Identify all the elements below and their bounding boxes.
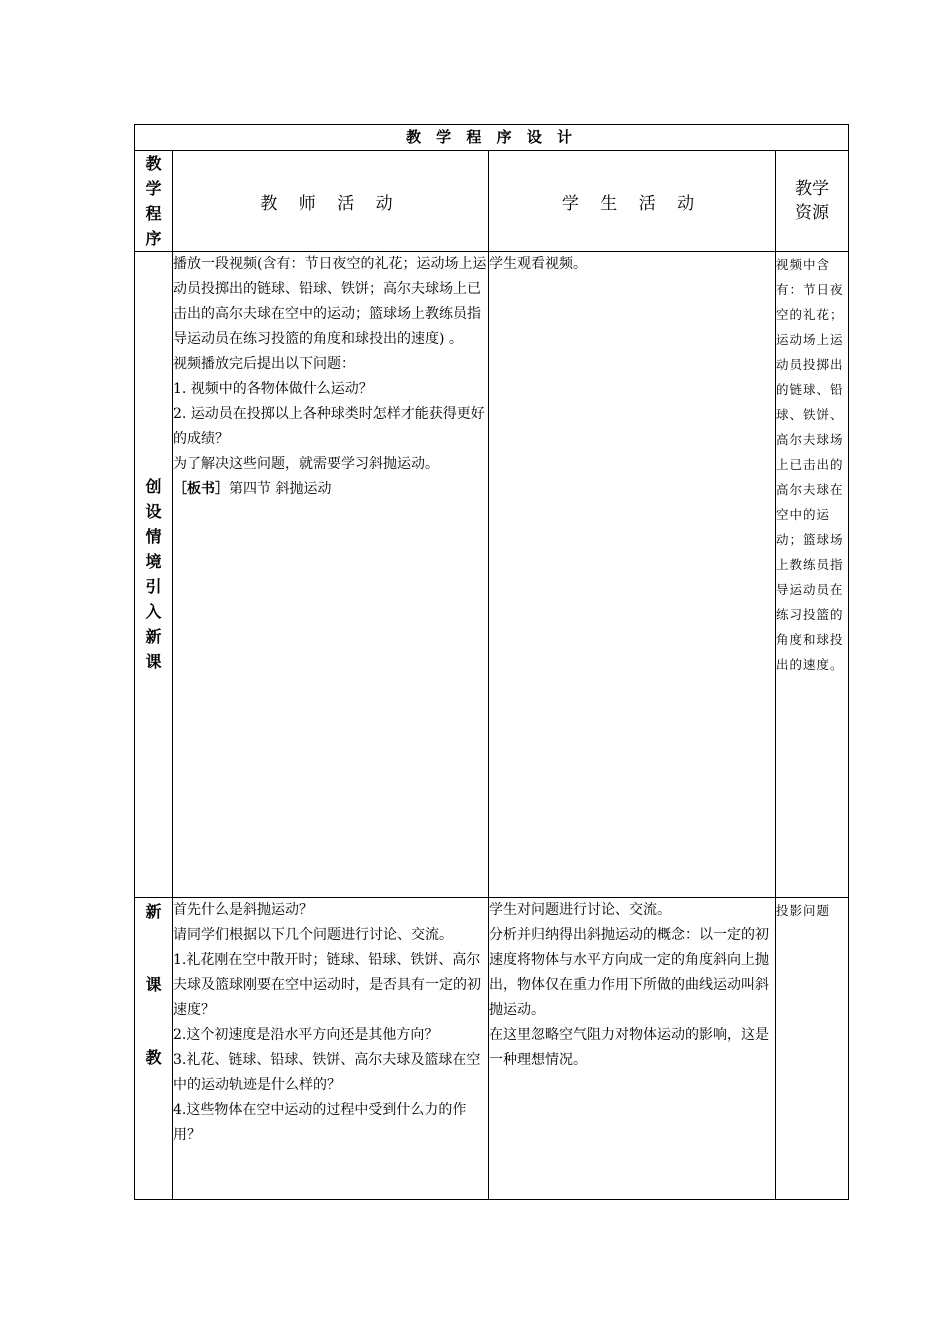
student-paragraph: 学生对问题进行讨论、交流。 — [489, 902, 671, 918]
program-stage-intro: 创 设 情 境 引 入 新 课 — [135, 252, 173, 898]
teacher-paragraph: 请同学们根据以下几个问题进行讨论、交流。 — [173, 927, 453, 943]
student-activity-cell — [489, 898, 776, 1200]
header-program: 教 学 程 序 — [135, 151, 173, 252]
teacher-paragraph: 视频播放完后提出以下问题： — [173, 356, 355, 372]
teacher-activity-cell — [173, 898, 489, 1200]
teacher-paragraph: 为了解决这些问题，就需要学习斜抛运动。 — [173, 456, 439, 472]
student-activity-cell — [489, 252, 776, 898]
teacher-paragraph: 3.礼花、链球、铅球、铁饼、高尔夫球及篮球在空中的运动轨迹是什么样的？ — [173, 1052, 481, 1093]
teacher-paragraph: 2.这个初速度是沿水平方向还是其他方向？ — [173, 1027, 439, 1043]
student-paragraph: 学生观看视频。 — [489, 256, 587, 272]
program-stage-new-lesson: 新 课 教 — [135, 898, 173, 1200]
header-student-activity: 学 生 活 动 — [489, 151, 776, 252]
student-paragraph: 在这里忽略空气阻力对物体运动的影响，这是一种理想情况。 — [489, 1027, 769, 1068]
board-text: 第四节 斜抛运动 — [229, 481, 332, 497]
teacher-paragraph: 2. 运动员在投掷以上各种球类时怎样才能获得更好的成绩？ — [173, 406, 485, 447]
table-title: 教 学 程 序 设 计 — [135, 125, 849, 151]
board-label: ［板书］ — [173, 481, 229, 497]
table-row — [135, 252, 849, 898]
header-teacher-activity: 教 师 活 动 — [173, 151, 489, 252]
teacher-paragraph: 播放一段视频(含有：节日夜空的礼花；运动场上运动员投掷出的链球、铅球、铁饼；高尔夫球场上已击出的高尔夫球在空中的运动；篮球场上教练员指导运动员在练习投篮的角度和球投出的速度) 。 — [173, 256, 487, 347]
student-paragraph: 分析并归纳得出斜抛运动的概念：以一定的初速度将物体与水平方向成一定的角度斜向上抛出，物体仅在重力作用下所做的曲线运动叫斜抛运动。 — [489, 927, 769, 1018]
teacher-paragraph: 4.这些物体在空中运动的过程中受到什么力的作用？ — [173, 1102, 467, 1143]
table-row — [135, 898, 849, 1200]
lesson-plan-table — [134, 124, 849, 1200]
teacher-activity-cell — [173, 252, 489, 898]
resource-cell: 视频中含有：节日夜空的礼花；运动场上运动员投掷出的链球、铅球、铁饼、高尔夫球场上已击出的高尔夫球在空中的运动；篮球场上教练员指导运动员在练习投篮的角度和球投出的速度。 — [776, 252, 849, 898]
teacher-paragraph: 1.礼花刚在空中散开时；链球、铅球、铁饼、高尔夫球及篮球刚要在空中运动时，是否具有一定的初速度？ — [173, 952, 481, 1018]
header-row — [135, 151, 849, 252]
teacher-paragraph: 1. 视频中的各物体做什么运动？ — [173, 381, 373, 397]
header-resources: 教学 资源 — [776, 151, 849, 252]
board-note — [173, 477, 488, 502]
resource-cell: 投影问题 — [776, 898, 849, 1200]
teacher-paragraph: 首先什么是斜抛运动？ — [173, 902, 313, 918]
